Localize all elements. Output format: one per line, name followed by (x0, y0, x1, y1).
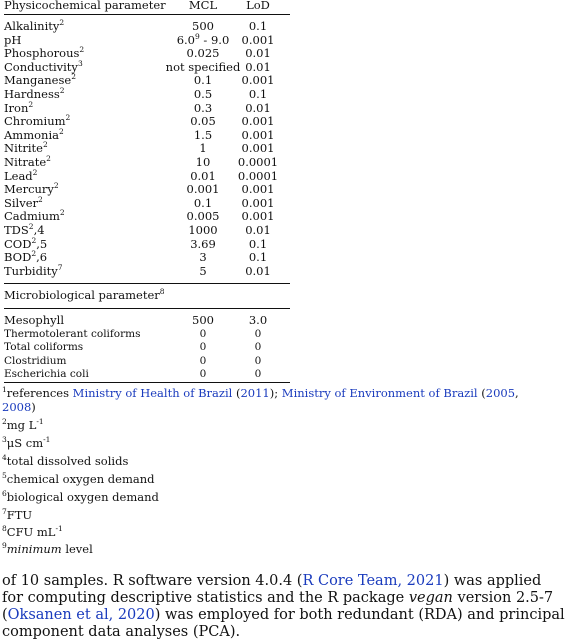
param-cell: COD$^2$,5 (4, 235, 48, 251)
lod-cell: 0.001 (241, 32, 275, 47)
param-cell: Manganese$^2$ (4, 72, 76, 88)
lod-cell: 0.001 (241, 209, 275, 224)
lod-cell: 0.01 (245, 223, 271, 237)
footnote-7: $^7$FTU (2, 507, 33, 522)
table-row (4, 47, 280, 60)
mcl-cell: 0.1 (193, 73, 213, 88)
footnote-5: $^5$chemical oxygen demand (2, 471, 155, 486)
param-cell: Alkalinity$^2$ (4, 18, 65, 33)
mcl-cell: 0.05 (190, 114, 216, 129)
param-cell: Mesophyll (4, 313, 65, 327)
lod-cell: 0.001 (241, 73, 275, 88)
table-bottom-rule (4, 382, 290, 383)
table-row (4, 156, 280, 169)
param-cell: Nitrite$^2$ (4, 140, 48, 156)
mcl-cell: 0 (199, 341, 207, 354)
mcl-cell: 0.025 (186, 46, 220, 61)
paragraph-line-1: of 10 samples. R software version 4.0.4 (R Core Team, 2021) was applied (2, 573, 542, 589)
param-cell: Escherichia coli (4, 368, 89, 381)
micro-table-row (4, 328, 280, 341)
section-rule-bottom (4, 308, 290, 309)
lod-cell: 0 (254, 368, 262, 381)
micro-header-row (4, 289, 280, 302)
lod-cell: 0 (254, 354, 262, 367)
footnote-6: $^6$biological oxygen demand (2, 489, 159, 504)
footnote-1-continued: 2008) (2, 400, 36, 414)
table-row (4, 99, 280, 115)
param-cell: Conductivity$^3$ (4, 58, 83, 74)
footnote-3: $^3$μS $cm^{-1}$ (2, 435, 51, 450)
ref-link-2008[interactable]: 2008 (2, 400, 32, 414)
micro-table-row (4, 355, 280, 368)
mcl-cell: 0.01 (190, 168, 216, 183)
lod-cell: 0.0001 (237, 155, 279, 169)
header-mcl: MCL (188, 0, 218, 12)
mcl-cell: $6.0^9 - 9.0$ (176, 31, 230, 47)
param-cell: Nitrate$^2$ (4, 154, 51, 169)
paragraph-line-4: component data analyses (PCA). (2, 624, 241, 640)
mcl-cell: 0.001 (186, 182, 220, 197)
header-lod: LoD (246, 0, 270, 12)
mcl-cell: 0 (199, 354, 207, 367)
table-row (4, 74, 280, 87)
mcl-cell: 500 (192, 19, 214, 33)
footnote-4: $^4$total dissolved solids (2, 453, 129, 468)
lod-cell: 3.0 (248, 313, 268, 327)
table-row (4, 224, 280, 237)
table-header-row (4, 0, 280, 12)
mcl-cell: 0.5 (193, 87, 213, 101)
micro-table-row (4, 341, 280, 354)
lod-cell: 0.1 (248, 250, 268, 265)
micro-table-row (4, 368, 280, 381)
param-cell: Turbidity$^7$ (4, 262, 63, 278)
table-row (4, 20, 280, 33)
param-cell: Total coliforms (4, 341, 84, 354)
table-row (4, 31, 280, 47)
header-param: Physicochemical parameter (4, 0, 166, 12)
micro-table-row (4, 314, 280, 327)
mcl-cell: 1 (199, 141, 207, 156)
lod-cell: 0.001 (241, 127, 275, 142)
table-row (4, 235, 280, 251)
lod-cell: 0.001 (241, 195, 275, 210)
lod-cell: 0.1 (248, 19, 268, 33)
header-rule (4, 14, 290, 15)
mcl-cell: not specified (165, 59, 241, 74)
mcl-cell: 500 (192, 313, 214, 327)
mcl-cell: 0.3 (193, 100, 213, 115)
table-row (4, 183, 280, 196)
mcl-cell: 1000 (188, 223, 218, 237)
mcl-cell: 10 (195, 155, 211, 169)
table-row (4, 262, 280, 278)
table-row (4, 251, 280, 264)
param-cell: Mercury$^2$ (4, 181, 59, 197)
ref-link-health[interactable]: Ministry of Health of Brazil (72, 386, 233, 400)
mcl-cell: 3 (199, 250, 207, 265)
lod-cell: 0.0001 (237, 168, 279, 183)
footnote-1: $^1$references Ministry of Health of Brazil (2011); Ministry of Environment of Brazil (2005, (2, 385, 519, 400)
lod-cell: 0.001 (241, 141, 275, 156)
paragraph-line-2: for computing descriptive statistics and the R package vegan version 2.5-7 (2, 590, 554, 606)
lod-cell: 0.1 (248, 236, 268, 251)
param-cell: Chromium$^2$ (4, 113, 71, 129)
mcl-cell: 1.5 (193, 127, 213, 142)
lod-cell: 0.01 (245, 100, 271, 115)
micro-header-param: Microbiological parameter$^8$ (4, 287, 165, 302)
param-cell: Iron$^2$ (4, 99, 34, 115)
lod-cell: 0.001 (241, 182, 275, 197)
table-row (4, 167, 280, 183)
param-cell: Hardness$^2$ (4, 86, 65, 101)
table-row (4, 88, 280, 101)
param-cell: Clostridium (4, 354, 67, 367)
footnote-2: $^2$mg $L^{-1}$ (2, 417, 44, 432)
mcl-cell: 5 (199, 263, 207, 278)
param-cell: pH (4, 32, 22, 47)
table-row (4, 210, 280, 223)
param-cell: Ammonia$^2$ (4, 126, 64, 142)
param-cell: Phosphorous$^2$ (4, 45, 85, 61)
param-cell: Cadmium$^2$ (4, 208, 65, 224)
mcl-cell: 0 (199, 368, 207, 381)
ref-link-environment[interactable]: Ministry of Environment of Brazil (281, 386, 478, 400)
table-row (4, 58, 280, 74)
lod-cell: 0 (254, 341, 262, 354)
footnote-9: $^9$minimum level (2, 541, 93, 556)
lod-cell: 0.01 (245, 46, 271, 61)
mcl-cell: 0 (199, 327, 207, 340)
param-cell: TDS$^2$,4 (4, 222, 45, 237)
table-row (4, 115, 280, 128)
ref-link-oksanen[interactable]: Oksanen et al, 2020 (7, 607, 155, 623)
param-cell: Lead$^2$ (4, 167, 38, 183)
param-cell: Silver$^2$ (4, 194, 43, 210)
section-rule-top (4, 283, 290, 284)
paragraph-line-3: (Oksanen et al, 2020) was employed for both redundant (RDA) and principal (2, 607, 565, 623)
table-row (4, 194, 280, 210)
lod-cell: 0.001 (241, 114, 275, 129)
lod-cell: 0.01 (245, 263, 271, 278)
lod-cell: 0 (254, 327, 262, 340)
mcl-cell: 0.1 (193, 195, 213, 210)
ref-link-2005[interactable]: 2005 (485, 386, 516, 400)
footnote-8: $^8$CFU $mL^{-1}$ (2, 524, 63, 539)
ref-link-2011[interactable]: 2011 (240, 386, 270, 400)
mcl-cell: 0.005 (186, 209, 220, 224)
mcl-cell: 3.69 (190, 236, 216, 251)
lod-cell: 0.01 (245, 59, 271, 74)
param-cell: Thermotolerant coliforms (4, 327, 141, 340)
lod-cell: 0.1 (248, 87, 268, 101)
param-cell: BOD$^2$,6 (4, 249, 48, 265)
ref-link-r-core[interactable]: R Core Team, 2021 (302, 573, 444, 589)
